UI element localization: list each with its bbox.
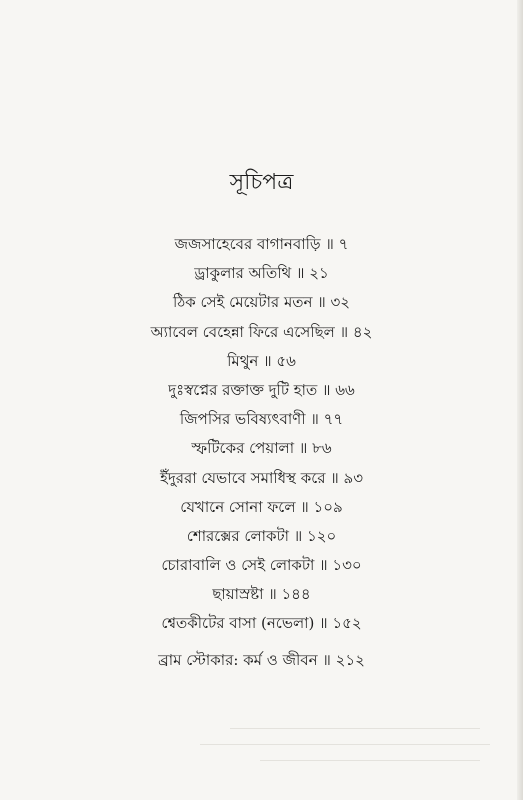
toc-entry: স্ফটিকের পেয়ালা ॥ ৮৬: [191, 439, 332, 458]
toc-appendix-entry: ব্রাম স্টোকার: কর্ম ও জীবন ॥ ২১২: [158, 651, 365, 669]
toc-entry: ঠিক সেই মেয়েটার মতন ॥ ৩২: [172, 293, 351, 312]
toc-entry: অ্যাবেল বেহেন্না ফিরে এসেছিল ॥ ৪২: [150, 322, 373, 341]
toc-entry: যেখানে সোনা ফলে ॥ ১০৯: [180, 497, 343, 516]
toc-entry: জজসাহেবের বাগানবাড়ি ॥ ৭: [174, 235, 349, 253]
toc-entry: ছায়াস্রষ্টা ॥ ১৪৪: [212, 585, 311, 604]
toc-entry: জিপসির ভবিষ্যৎবাণী ॥ ৭৭: [179, 410, 344, 429]
toc-entry: ড্রাকুলার অতিথি ॥ ২১: [194, 264, 329, 283]
page-edge-shadow: [517, 0, 523, 800]
toc-entry: শ্বেতকীটের বাসা (নভেলা) ॥ ১৫২: [161, 614, 362, 633]
toc-entry: চোরাবালি ও সেই লোকটা ॥ ১৩০: [161, 556, 362, 575]
toc-entry: মিথুন ॥ ৫৬: [227, 351, 296, 370]
table-of-contents: [0, 230, 523, 639]
show-through-line: [260, 760, 480, 761]
show-through-line: [230, 728, 480, 729]
page-title: সূচিপত্র: [229, 170, 294, 195]
toc-entry: শোরক্সের লোকটা ॥ ১২০: [186, 526, 337, 545]
toc-entry: ইঁদুররা যেভাবে সমাধিস্থ করে ॥ ৯৩: [160, 468, 363, 487]
show-through-line: [200, 744, 490, 745]
toc-entry: দুঃস্বপ্নের রক্তাক্ত দুটি হাত ॥ ৬৬: [168, 380, 355, 399]
